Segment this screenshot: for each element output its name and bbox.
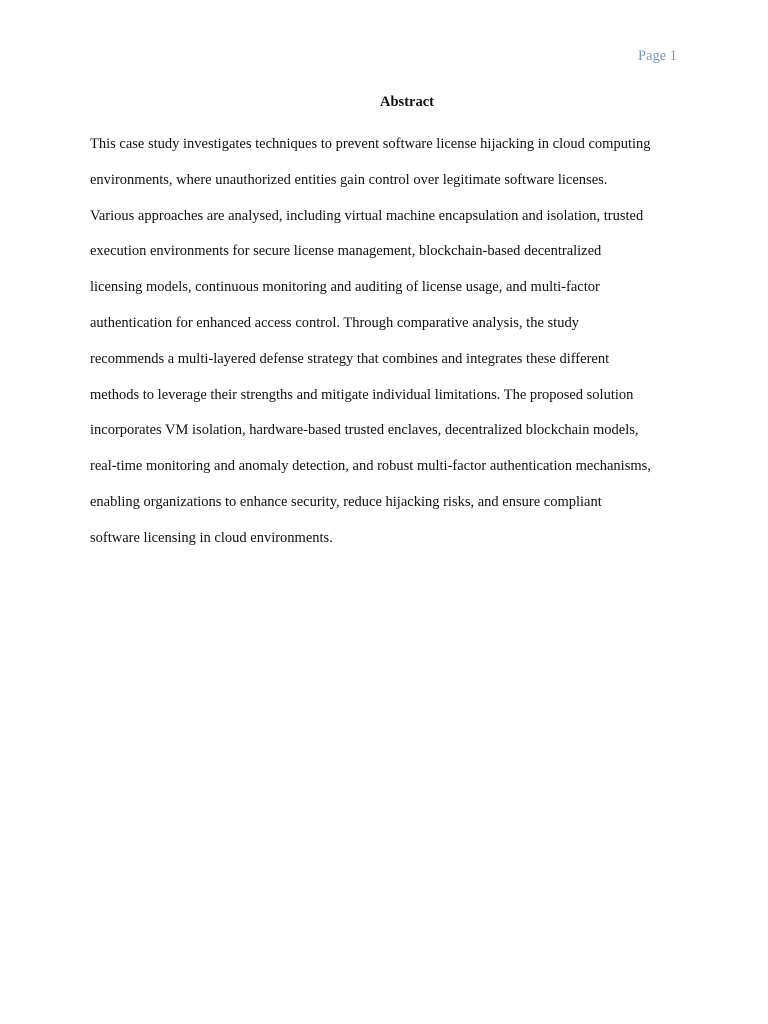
- abstract-line: incorporates VM isolation, hardware-based trusted enclaves, decentralized blockchain models,: [90, 422, 639, 439]
- page-number: Page 1: [637, 48, 677, 64]
- abstract-line: methods to leverage their strengths and mitigate individual limitations. The proposed solution: [90, 386, 634, 403]
- abstract-line: execution environments for secure license management, blockchain-based decentralized: [90, 243, 602, 260]
- abstract-line: recommends a multi-layered defense strategy that combines and integrates these different: [90, 350, 610, 367]
- abstract-line: software licensing in cloud environments.: [90, 529, 333, 546]
- abstract-body: [90, 127, 690, 557]
- abstract-line: This case study investigates techniques to prevent software license hijacking in cloud computing: [90, 136, 651, 152]
- abstract-line: licensing models, continuous monitoring and auditing of license usage, and multi-factor: [90, 279, 600, 296]
- abstract-heading: Abstract: [380, 94, 434, 110]
- abstract-line: enabling organizations to enhance security, reduce hijacking risks, and ensure compliant: [90, 493, 602, 510]
- abstract-line: real-time monitoring and anomaly detection, and robust multi-factor authentication mechanisms,: [90, 458, 651, 475]
- abstract-line: environments, where unauthorized entities gain control over legitimate software licenses.: [90, 171, 608, 188]
- abstract-line: Various approaches are analysed, including virtual machine encapsulation and isolation, trusted: [90, 207, 644, 224]
- abstract-line: authentication for enhanced access control. Through comparative analysis, the study: [90, 314, 579, 331]
